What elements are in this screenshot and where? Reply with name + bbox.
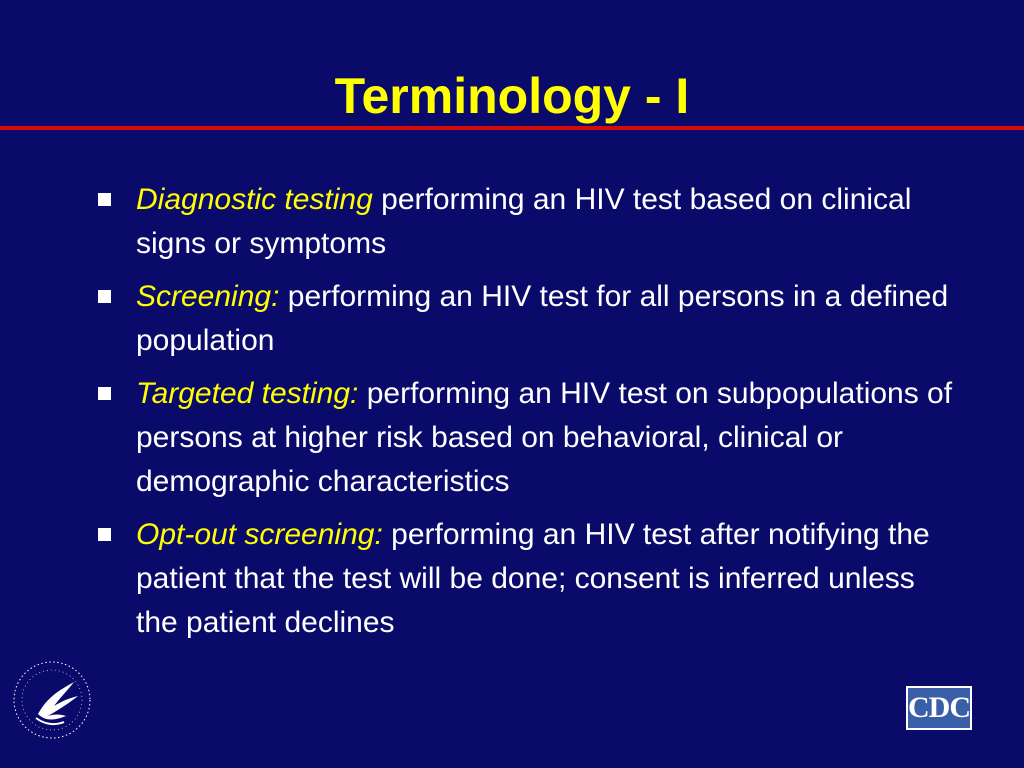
bullet-list xyxy=(96,178,956,654)
bullet-term: Targeted testing: xyxy=(136,377,359,410)
title-divider xyxy=(0,126,1024,130)
bullet-item xyxy=(96,178,956,266)
square-bullet-icon xyxy=(98,528,111,541)
bullet-term: Screening: xyxy=(136,280,280,313)
bullet-text: performing an HIV test after notifying the patient that the test will be done; consent is inferred unless the patient declines xyxy=(136,518,930,639)
bullet-item xyxy=(96,372,956,504)
square-bullet-icon xyxy=(98,387,111,400)
bullet-term: Diagnostic testing xyxy=(136,183,373,216)
square-bullet-icon xyxy=(98,290,111,303)
bullet-item xyxy=(96,513,956,645)
cdc-logo: CDC xyxy=(906,686,972,730)
bullet-text: performing an HIV test for all persons in a defined population xyxy=(136,280,949,357)
bullet-text: performing an HIV test based on clinical signs or symptoms xyxy=(136,183,912,260)
slide-title: Terminology - I xyxy=(334,68,690,124)
hhs-seal-icon xyxy=(8,656,96,744)
square-bullet-icon xyxy=(98,193,111,206)
bullet-text: performing an HIV test on subpopulations of persons at higher risk based on behavioral, clinical or demographic characteristics xyxy=(136,377,953,498)
bullet-term: Opt-out screening: xyxy=(136,518,383,551)
bullet-item xyxy=(96,275,956,363)
